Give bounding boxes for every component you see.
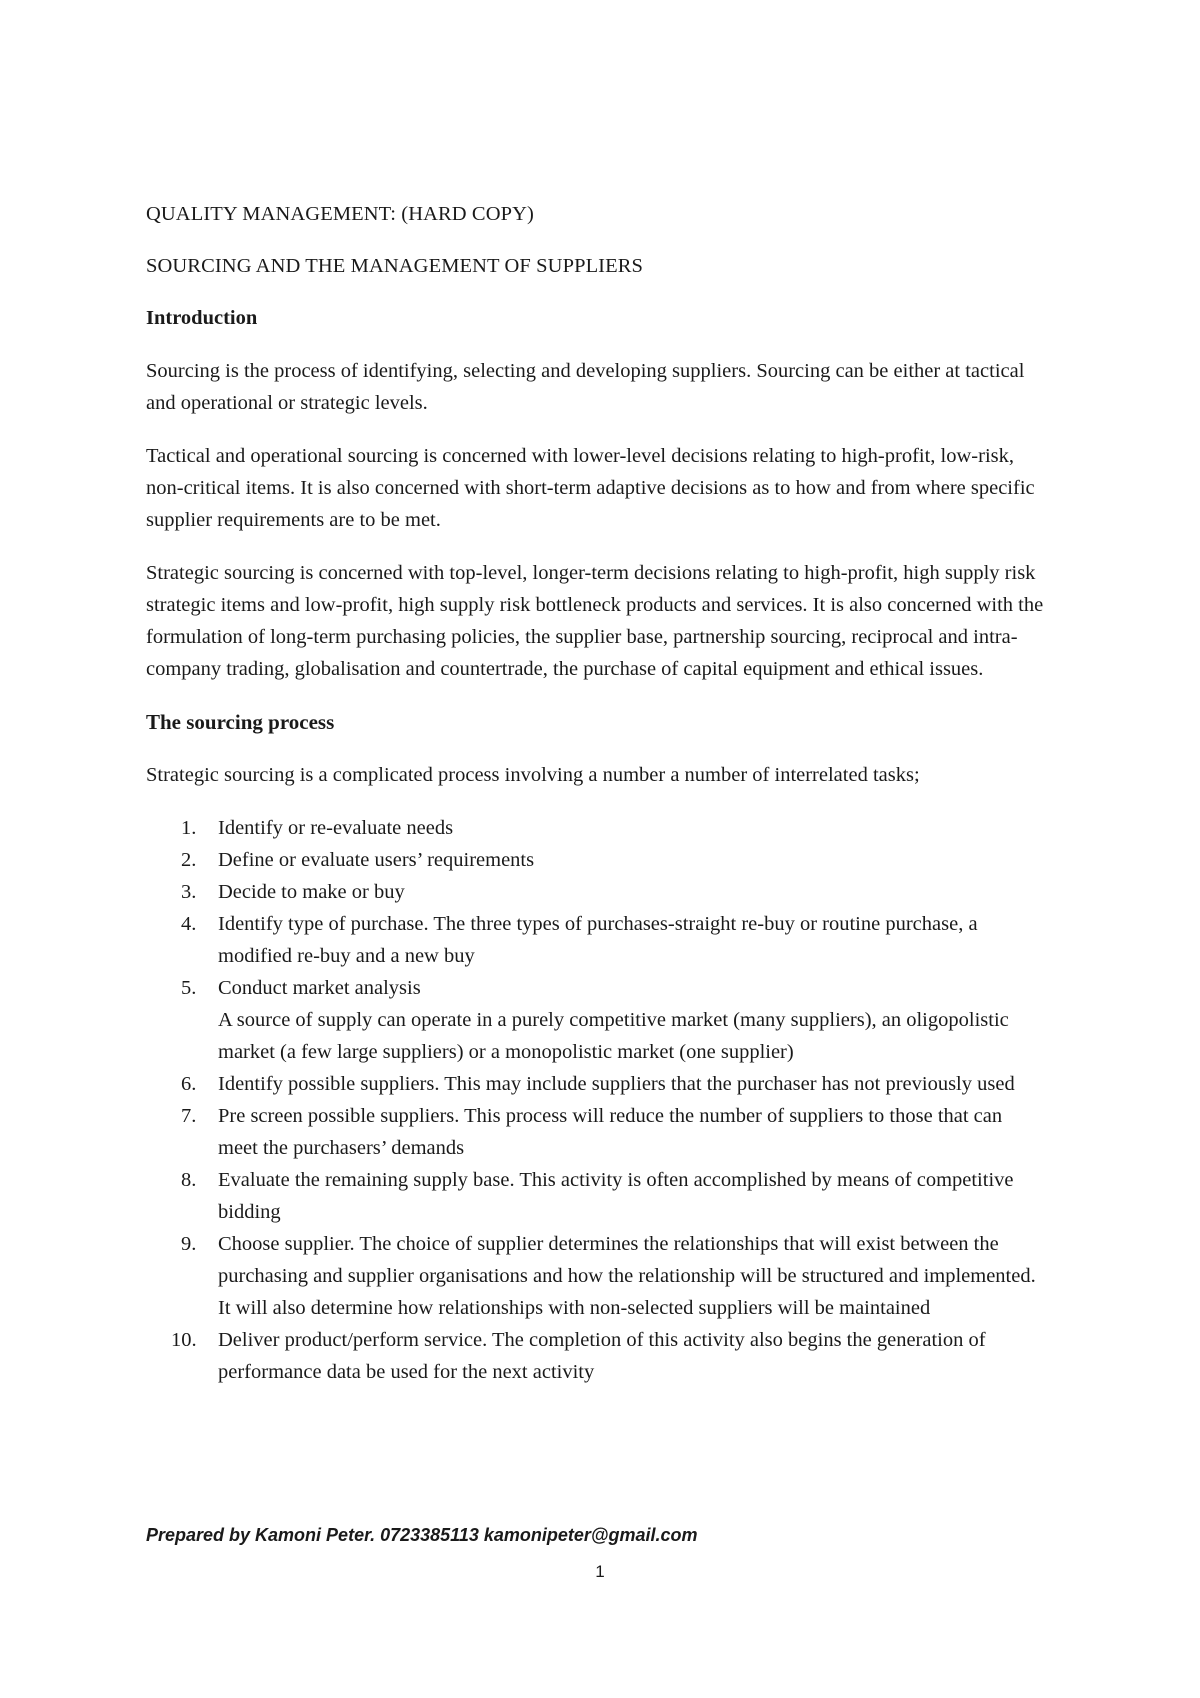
list-item	[146, 876, 1046, 908]
list-item-number: 3.	[181, 881, 197, 903]
document-title: QUALITY MANAGEMENT: (HARD COPY)	[146, 203, 534, 225]
list-item-number: 7.	[181, 1105, 197, 1127]
list-item-number: 4.	[181, 913, 197, 935]
list-item-number: 9.	[181, 1233, 197, 1255]
list-item	[146, 812, 1046, 844]
sourcing-process-intro: Strategic sourcing is a complicated process involving a number a number of interrelated tasks;	[146, 764, 920, 786]
list-item	[146, 1068, 1046, 1100]
list-item-number: 2.	[181, 849, 197, 871]
list-item-text: Evaluate the remaining supply base. This activity is often accomplished by means of competitive bidding	[218, 1169, 1014, 1223]
list-item	[146, 844, 1046, 876]
list-item-text: Conduct market analysis	[218, 977, 421, 999]
list-item-text: Define or evaluate users’ requirements	[218, 849, 535, 871]
list-item-number: 5.	[181, 977, 197, 999]
list-item	[146, 1228, 1046, 1324]
list-item	[146, 908, 1046, 972]
list-item-text: Identify possible suppliers. This may include suppliers that the purchaser has not previously used	[218, 1073, 1015, 1095]
sourcing-steps-list	[146, 812, 1046, 1388]
list-item-text: Identify type of purchase. The three types of purchases-straight re-buy or routine purchase, a modified re-buy and a new buy	[218, 913, 978, 967]
sourcing-process-heading: The sourcing process	[146, 710, 335, 734]
list-item	[146, 1324, 1046, 1388]
list-item-text: Choose supplier. The choice of supplier determines the relationships that will exist between the purchasing and supplier organisations and how the relationship will be structured and implemented. It will also determine how relationships with non-selected suppliers will be maintained	[218, 1233, 1036, 1319]
list-item	[146, 1164, 1046, 1228]
document-body	[146, 198, 1046, 1388]
list-item	[146, 972, 1046, 1068]
list-item-text: Decide to make or buy	[218, 881, 405, 903]
list-item-text: Identify or re-evaluate needs	[218, 817, 454, 839]
tactical-sourcing-paragraph: Tactical and operational sourcing is concerned with lower-level decisions relating to high-profit, low-risk, non-critical items. It is also concerned with short-term adaptive decisions as to how and from where specific supplier requirements are to be met.	[146, 445, 1035, 531]
introduction-heading: Introduction	[146, 307, 258, 329]
list-item-number: 1.	[181, 817, 197, 839]
list-item-text: Pre screen possible suppliers. This process will reduce the number of suppliers to those that can meet the purchasers’ demands	[218, 1105, 1003, 1159]
footer-author: Prepared by Kamoni Peter. 0723385113 kamonipeter@gmail.com	[146, 1525, 698, 1545]
strategic-sourcing-paragraph: Strategic sourcing is concerned with top-level, longer-term decisions relating to high-profit, high supply risk strategic items and low-profit, high supply risk bottleneck products and services. It is also concerned with the formulation of long-term purchasing policies, the supplier base, partnership sourcing, reciprocal and intra-company trading, globalisation and countertrade, the purchase of capital equipment and ethical issues.	[146, 562, 1044, 680]
list-item-number: 8.	[181, 1169, 197, 1191]
page-number: 1	[595, 1562, 605, 1581]
list-item	[146, 1100, 1046, 1164]
intro-paragraph: Sourcing is the process of identifying, selecting and developing suppliers. Sourcing can be either at tactical and operational or strategic levels.	[146, 360, 1025, 414]
list-item-detail: A source of supply can operate in a purely competitive market (many suppliers), an oligopolistic market (a few large suppliers) or a monopolistic market (one supplier)	[218, 1009, 1009, 1063]
list-item-number: 6.	[181, 1073, 197, 1095]
list-item-text: Deliver product/perform service. The completion of this activity also begins the generation of performance data be used for the next activity	[218, 1329, 986, 1383]
list-item-number: 10.	[171, 1329, 197, 1351]
document-subtitle: SOURCING AND THE MANAGEMENT OF SUPPLIERS	[146, 255, 644, 277]
